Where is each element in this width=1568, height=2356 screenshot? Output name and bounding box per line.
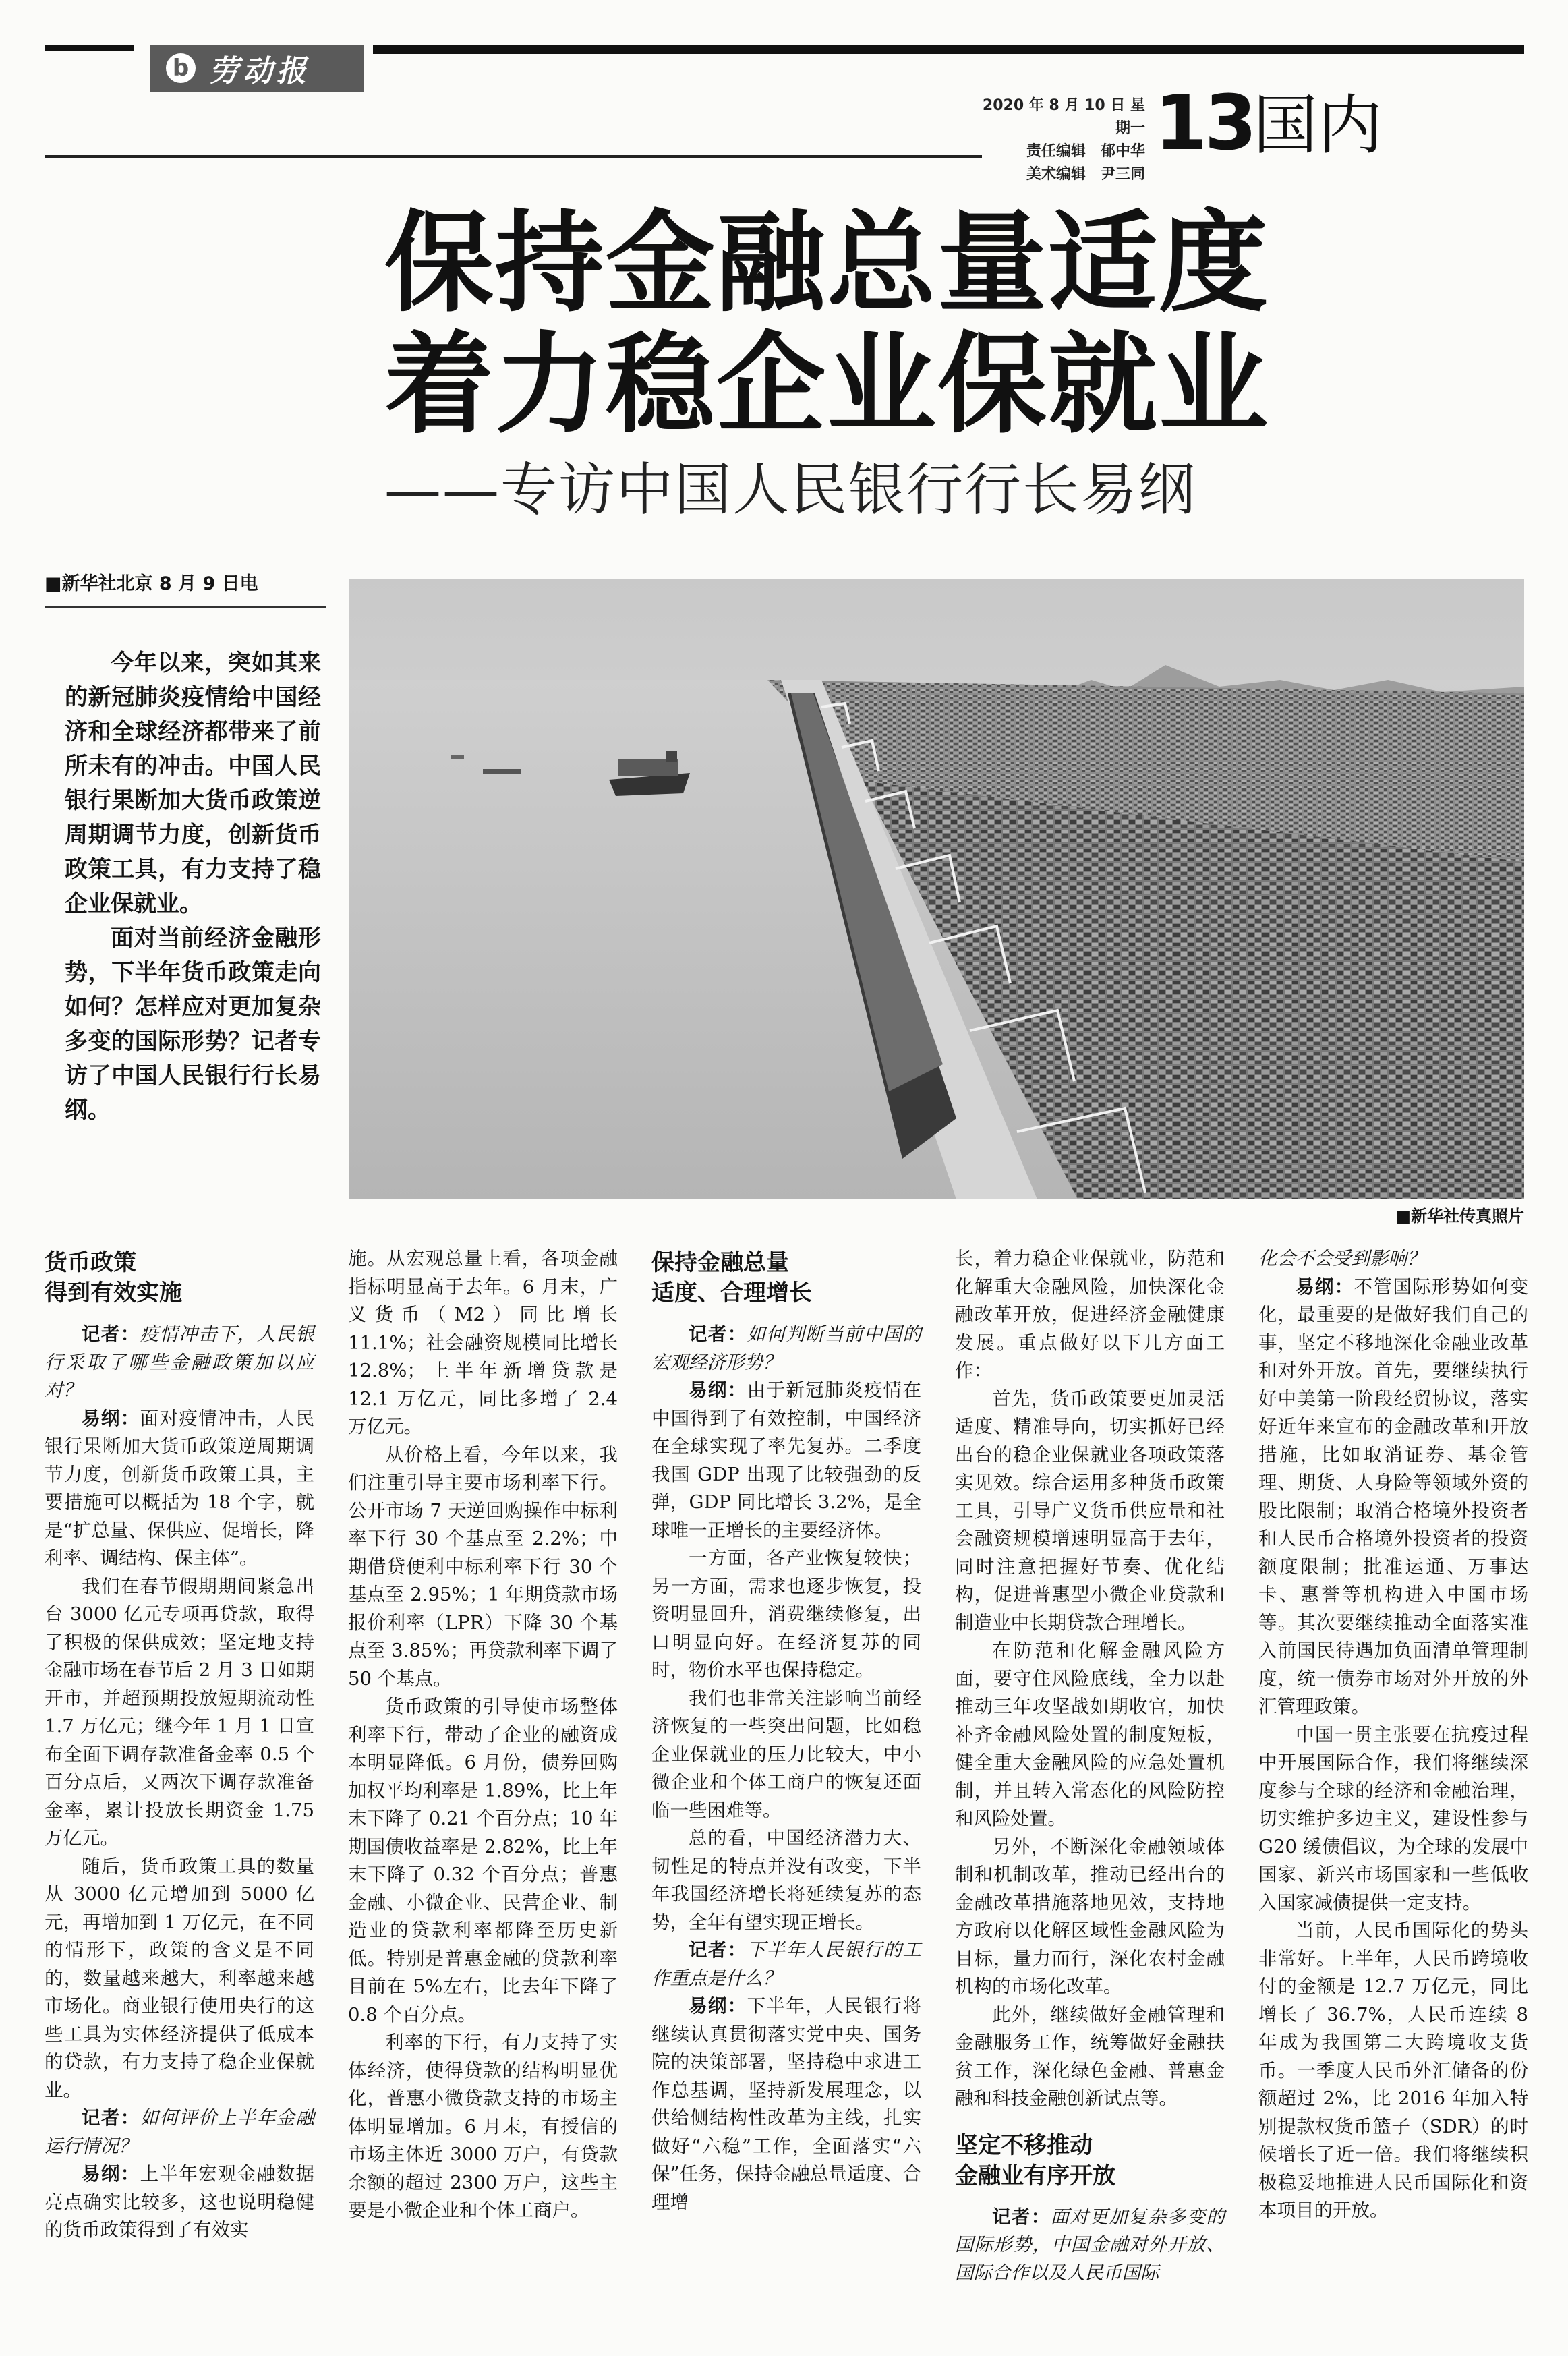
headline — [384, 199, 1329, 449]
paragraph: 我们在春节假期期间紧急出台 3000 亿元专项再贷款，取得了积极的保供成效；坚定地支持金融市场在春节后 2 月 3 日如期开市，并超预期投放短期流动性 1.7 万亿元；继今年 1 月 1 日宣布全面下调存款准备金率 0.5 个百分点后，又两次下调存款准备金率，累计投放长期资金 1.75 万亿元。 — [45, 1575, 314, 1849]
question-text: 面对更加复杂多变的国际形势，中国金融对外开放、国际合作以及人民币国际 — [955, 2206, 1225, 2284]
section-heading-line: 保持金融总量 — [651, 1249, 789, 1276]
port-illustration — [349, 579, 1524, 1199]
page-meta — [971, 94, 1145, 186]
question-text: 如何评价上半年金融运行情况？ — [45, 2107, 315, 2157]
question-text: 下半年人民银行的工作重点是什么？ — [651, 1939, 922, 1989]
answer-text: 上半年宏观金融数据亮点确实比较多，这也说明稳健的货币政策得到了有效实 — [45, 2163, 315, 2241]
page-number: 13 — [1155, 80, 1254, 167]
lede-paragraph: 面对当前经济金融形势，下半年货币政策走向如何？怎样应对更加复杂多变的国际形势？记者专访了中国人民银行行长易纲。 — [65, 925, 321, 1124]
speaker-label: 易纲： — [689, 1379, 747, 1401]
section-heading — [45, 1248, 314, 1309]
speaker-label: 易纲： — [82, 1407, 140, 1429]
question-continued: 化会不会受到影响？ — [1258, 1248, 1426, 1269]
paragraph: 从价格上看，今年以来，我们注重引导主要市场利率下行。公开市场 7 天逆回购操作中标利率下行 30 个基点至 2.2%；中期借贷便利中标利率下行 30 个基点至 2.95%；1 年期贷款市场报价利率（LPR）下降 30 个基点至 3.85%；再贷款利率下调了 50 个基点。 — [348, 1443, 618, 1690]
question — [651, 1321, 921, 1377]
reporter-label: 记者： — [82, 2107, 140, 2129]
section-heading — [651, 1248, 921, 1309]
paragraph: 另外，不断深化金融领域体制和机制改革，推动已经出台的金融改革措施落地见效，支持地方政府以化解区域性金融风险为目标，量力而行，深化农村金融机构的市场化改革。 — [955, 1835, 1225, 1997]
section-name: 国内 — [1253, 88, 1383, 163]
paragraph: 施。从宏观总量上看，各项金融指标明显高于去年。6 月末，广义货币（M2）同比增长 11.1%；社会融资规模同比增长 12.8%；上半年新增贷款是 12.1 万亿元，同比多增了 2.4 万亿元。 — [348, 1248, 618, 1437]
section-heading-line: 坚定不移推动 — [955, 2131, 1093, 2159]
article-column-1 — [45, 1245, 314, 2245]
section-heading — [955, 2131, 1225, 2191]
lede — [65, 646, 321, 1128]
masthead-rule-left — [45, 45, 134, 51]
question — [651, 1936, 921, 1992]
question — [45, 2104, 314, 2160]
question-text: 如何判断当前中国的宏观经济形势？ — [651, 1323, 922, 1373]
small-boat — [451, 755, 464, 759]
header-rule — [45, 155, 982, 158]
dateline-rule — [45, 606, 326, 608]
photo-credit: ■新华社传真照片 — [1395, 1207, 1524, 1226]
section-heading-line: 得到有效实施 — [45, 1280, 182, 1306]
lede-paragraph: 今年以来，突如其来的新冠肺炎疫情给中国经济和全球经济都带来了前所未有的冲击。中国人民银行果断加大货币政策逆周期调节力度，创新货币政策工具，有力支持了稳企业保就业。 — [65, 650, 321, 917]
paragraph: 货币政策的引导使市场整体利率下行，带动了企业的融资成本明显降低。6 月份，债券回购加权平均利率是 1.89%，比上年末下降了 0.21 个百分点；10 年期国债收益率是 2.82%，比上年末下降了 0.32 个百分点；普惠金融、小微企业、民营企业、制造业的贷款利率都降至历史新低。特别是普惠金融的贷款利率目前在 5%左右，比去年下降了 0.8 个百分点。 — [348, 1696, 618, 2025]
section-heading-line: 货币政策 — [45, 1249, 136, 1276]
editor-credit: 责任编辑 郁中华 — [1026, 143, 1145, 160]
question — [45, 1321, 314, 1405]
paragraph: 长，着力稳企业保就业，防范和化解重大金融风险，加快深化金融改革开放，促进经济金融健康发展。重点做好以下几方面工作： — [955, 1248, 1225, 1381]
paragraph: 一方面，各产业恢复较快；另一方面，需求也逐步恢复，投资明显回升，消费继续修复，出口明显向好。在经济复苏的同时，物价水平也保持稳定。 — [651, 1547, 921, 1681]
paragraph: 此外，继续做好金融管理和金融服务工作，统筹做好金融扶贫工作，深化绿色金融、普惠金融和科技金融创新试点等。 — [955, 2003, 1225, 2109]
paragraph: 中国一贯主张要在抗疫过程中开展国际合作，我们将继续深度参与全球的经济和金融治理，切实维护多边主义，建设性参与 G20 缓债倡议，为全球的发展中国家、新兴市场国家和一些低收入国家减债提供一定支持。 — [1258, 1723, 1528, 1914]
article-column-4 — [955, 1245, 1225, 2287]
headline-line-1: 保持金融总量适度 — [384, 199, 1269, 327]
question — [955, 2204, 1225, 2288]
reporter-label: 记者： — [992, 2206, 1051, 2228]
article-column-2 — [348, 1245, 618, 2225]
masthead-rule-right — [373, 45, 1524, 54]
logo-text: 劳动报 — [209, 54, 310, 88]
art-editor-credit: 美术编辑 尹三同 — [1026, 166, 1145, 183]
article-column-3 — [651, 1245, 921, 2216]
paragraph: 随后，货币政策工具的数量从 3000 亿元增加到 5000 亿元，再增加到 1 万亿元，在不同的情形下，政策的含义是不同的，数量越来越大，利率越来越市场化。商业银行使用央行的这些工具为实体经济提供了低成本的贷款，有力支持了稳企业保就业。 — [45, 1855, 314, 2101]
section-heading-line: 金融业有序开放 — [955, 2162, 1115, 2189]
answer — [45, 2160, 314, 2245]
answer-text: 不管国际形势如何变化，最重要的是做好我们自己的事，坚定不移地深化金融业改革和对外开放。首先，要继续执行好中美第一阶段经贸协议，落实好近年来宣布的金融改革和开放措施，比如取消证券、基金管理、期货、人身险等领域外资的股比限制；取消合格境外投资者和人民币合格境外投资者的投资额度限制；批准运通、万事达卡、惠誉等机构进入中国市场等。其次要继续推动全面落实准入前国民待遇加负面清单管理制度，统一债券市场对外开放的外汇管理政策。 — [1258, 1275, 1529, 1717]
paragraph: 利率的下行，有力支持了实体经济，使得贷款的结构明显优化，普惠小微贷款支持的市场主体明显增加。6 月末，有授信的市场主体近 3000 万户，有贷款余额的超过 2300 万户，这些主要是小微企业和个体工商户。 — [348, 2032, 618, 2221]
reporter-label: 记者： — [689, 1323, 747, 1345]
section-heading-line: 适度、合理增长 — [651, 1280, 812, 1306]
article-column-5 — [1258, 1245, 1528, 2225]
speaker-label: 易纲： — [1296, 1275, 1354, 1298]
speaker-label: 易纲： — [689, 1995, 747, 2017]
paragraph: 在防范和化解金融风险方面，要守住风险底线，全力以赴推动三年攻坚战如期收官，加快补齐金融风险处置的制度短板，健全重大金融风险的应急处置机制，并且转入常态化的风险防控和风险处置。 — [955, 1640, 1225, 1829]
paragraph: 当前，人民币国际化的势头非常好。上半年，人民币跨境收付的金额是 12.7 万亿元，同比增长了 36.7%，人民币连续 8 年成为我国第二大跨境收支货币。一季度人民币外汇储备的份额超过 2%，比 2016 年加入特别提款权货币篮子（SDR）的时候增长了近一倍。我们将继续积极稳妥地推进人民币国际化和资本项目的开放。 — [1258, 1920, 1528, 2221]
small-boat — [483, 769, 521, 774]
answer — [651, 1992, 921, 2216]
subtitle: ——专访中国人民银行行长易纲 — [384, 457, 1197, 523]
port-photo[interactable] — [349, 579, 1524, 1199]
logo-icon: b — [166, 53, 196, 83]
newspaper-logo[interactable] — [150, 45, 364, 92]
answer — [651, 1377, 921, 1545]
dateline: ■新华社北京 8 月 9 日电 — [45, 573, 258, 594]
headline-line-2: 着力稳企业保就业 — [384, 320, 1269, 449]
answer — [45, 1405, 314, 1573]
speaker-label: 易纲： — [82, 2163, 140, 2185]
paragraph: 首先，货币政策要更加灵活适度、精准导向，切实抓好已经出台的稳企业保就业各项政策落实见效。综合运用多种货币政策工具，引导广义货币供应量和社会融资规模增速明显高于去年，同时注意把握好节奏、优化结构，促进普惠型小微企业贷款和制造业中长期贷款合理增长。 — [955, 1387, 1225, 1634]
issue-date: 2020 年 8 月 10 日 星期一 — [982, 97, 1145, 137]
paragraph: 我们也非常关注影响当前经济恢复的一些突出问题，比如稳企业保就业的压力比较大，中小微企业和个体工商户的恢复还面临一些困难等。 — [651, 1687, 921, 1821]
answer — [1258, 1273, 1528, 1721]
reporter-label: 记者： — [689, 1939, 747, 1961]
answer-text: 由于新冠肺炎疫情在中国得到了有效控制，中国经济在全球实现了率先复苏。二季度我国 GDP 出现了比较强劲的反弹，GDP 同比增长 3.2%，是全球唯一正增长的主要经济体。 — [651, 1379, 922, 1541]
paragraph: 总的看，中国经济潜力大、韧性足的特点并没有改变，下半年我国经济增长将延续复苏的态势，全年有望实现正增长。 — [651, 1827, 921, 1933]
reporter-label: 记者： — [82, 1323, 140, 1345]
answer-text: 面对疫情冲击，人民银行果断加大货币政策逆周期调节力度，创新货币政策工具，主要措施可以概括为 18 个字，就是“扩总量、保供应、促增长，降利率、调结构、保主体”。 — [45, 1407, 315, 1569]
question-text: 疫情冲击下，人民银行采取了哪些金融政策加以应对？ — [45, 1323, 315, 1401]
answer-text: 下半年，人民银行将继续认真贯彻落实党中央、国务院的决策部署，坚持稳中求进工作总基调，坚持新发展理念，以供给侧结构性改革为主线，扎实做好“六稳”工作，全面落实“六保”任务，保持金融总量适度、合理增 — [651, 1995, 922, 2213]
